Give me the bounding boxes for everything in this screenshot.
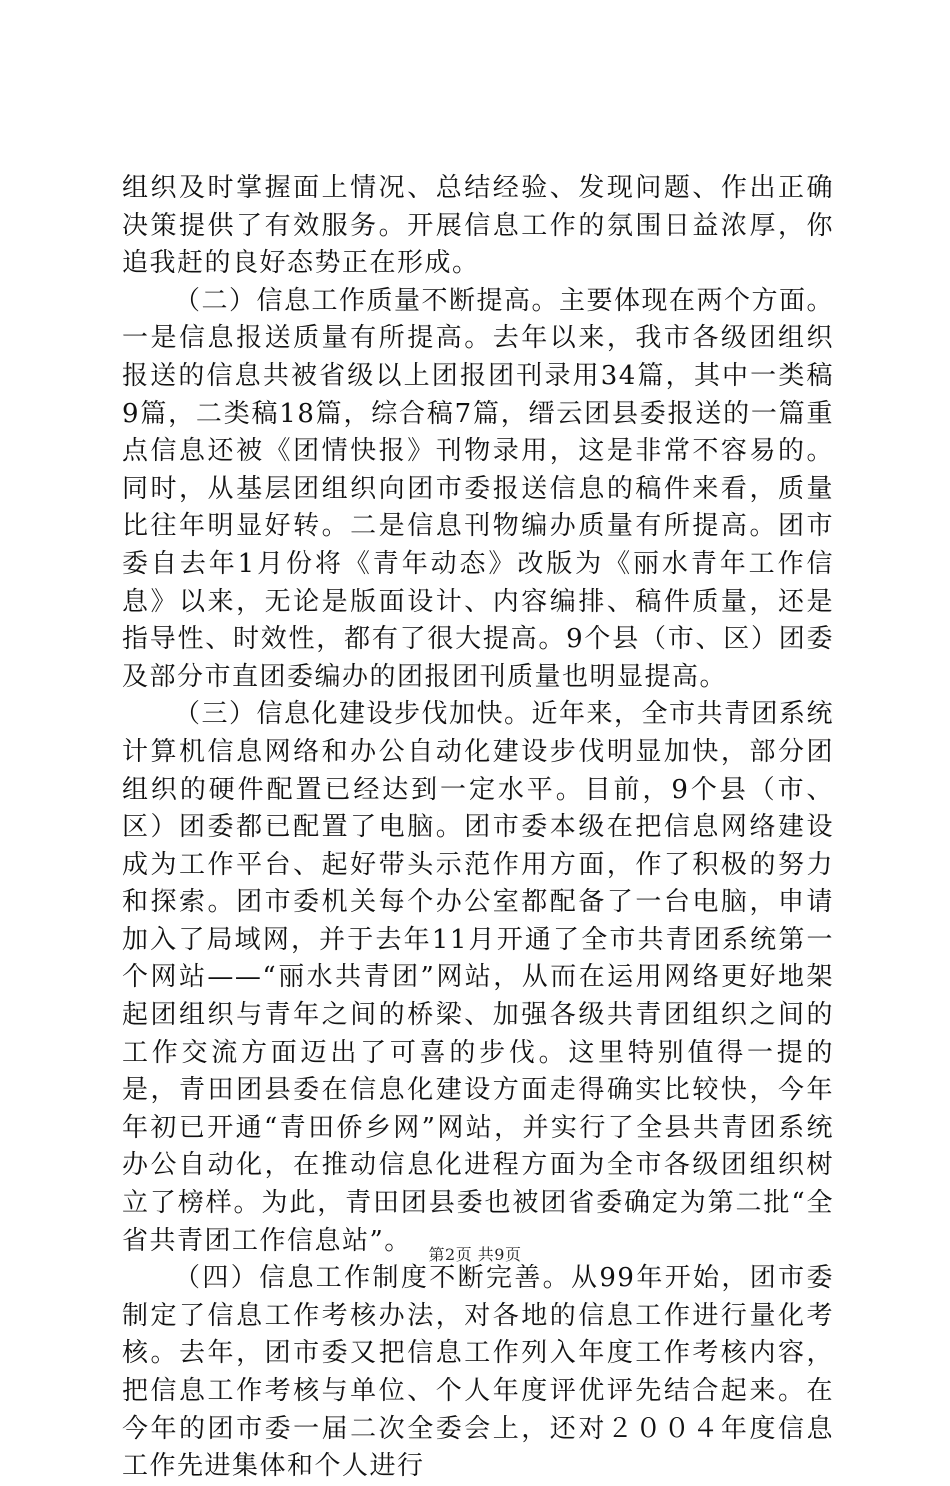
paragraph-4: （四）信息工作制度不断完善。从99年开始，团市委制定了信息工作考核办法，对各地的信息工作进行量化考核。去年，团市委又把信息工作列入年度工作考核内容，把信息工作考核与单位、个人年度评优评先结合起来。在今年的团市委一届二次全委会上，还对２００４年度信息工作先进集体和个人进行 <box>122 1263 834 1482</box>
page-footer <box>0 1242 950 1265</box>
page-number-label: 第2页 共9页 <box>428 1245 522 1264</box>
paragraph-1: 组织及时掌握面上情况、总结经验、发现问题、作出正确决策提供了有效服务。开展信息工作的氛围日益浓厚，你追我赶的良好态势正在形成。 <box>122 173 834 279</box>
document-body <box>122 170 834 1486</box>
paragraph-3: （三）信息化建设步伐加快。近年来，全市共青团系统计算机信息网络和办公自动化建设步伐明显加快，部分团组织的硬件配置已经达到一定水平。目前，9个县（市、区）团委都已配置了电脑。团市委本级在把信息网络建设成为工作平台、起好带头示范作用方面，作了积极的努力和探索。团市委机关每个办公室都配备了一台电脑，申请加入了局域网，并于去年11月开通了全市共青团系统第一个网站——“丽水共青团”网站，从而在运用网络更好地架起团组织与青年之间的桥梁、加强各级共青团组织之间的工作交流方面迈出了可喜的步伐。这里特别值得一提的是，青田团县委在信息化建设方面走得确实比较快，今年年初已开通“青田侨乡网”网站，并实行了全县共青团系统办公自动化，在推动信息化进程方面为全市各级团组织树立了榜样。为此，青田团县委也被团省委确定为第二批“全省共青团工作信息站”。 <box>122 699 835 1256</box>
paragraph-2: （二）信息工作质量不断提高。主要体现在两个方面。一是信息报送质量有所提高。去年以来，我市各级团组织报送的信息共被省级以上团报团刊录用34篇，其中一类稿9篇，二类稿18篇，综合稿7篇，缙云团县委报送的一篇重点信息还被《团情快报》刊物录用，这是非常不容易的。同时，从基层团组织向团市委报送信息的稿件来看，质量比往年明显好转。二是信息刊物编办质量有所提高。团市委自去年1月份将《青年动态》改版为《丽水青年工作信息》以来，无论是版面设计、内容编排、稿件质量，还是指导性、时效性，都有了很大提高。9个县（市、区）团委及部分市直团委编办的团报团刊质量也明显提高。 <box>122 285 835 692</box>
